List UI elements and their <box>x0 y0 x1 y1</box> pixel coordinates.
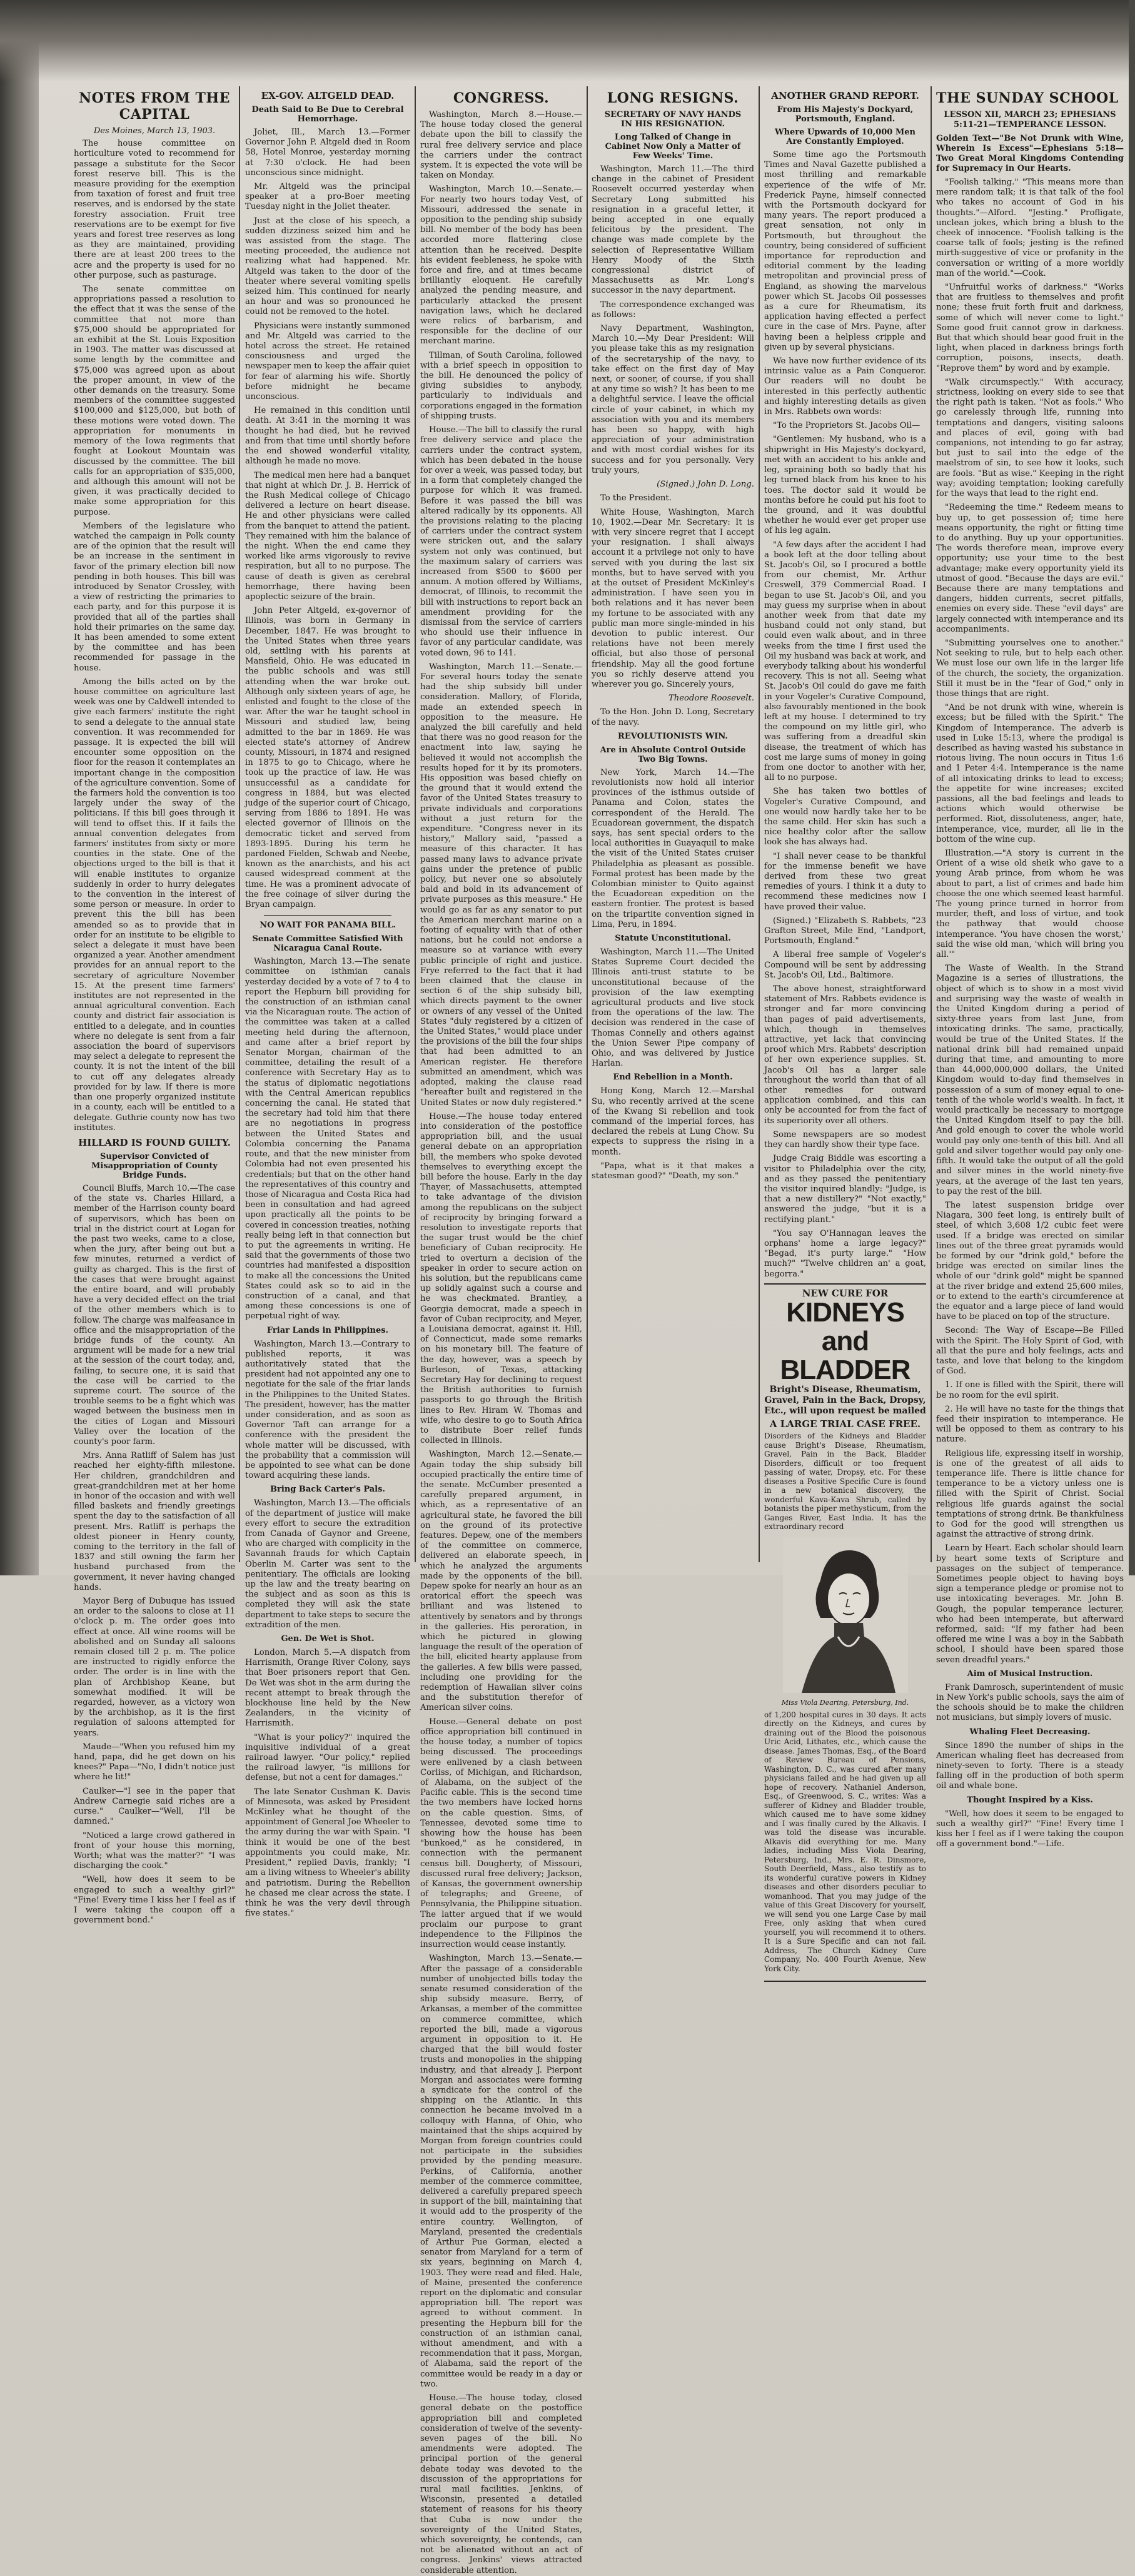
column-6 <box>936 88 1124 1849</box>
paragraph: Frank Damrosch, superintendent of music in New York's public schools, says the aim of the schools should be to make the children not musicians, but simply lovers of music. <box>936 1682 1124 1723</box>
paragraph: Religious life, expressing itself in worship, is one of the greatest of all aids to temperance life. There is little chance for temperance to be a victory unless one is filled with the Spirit of Christ. Social religious life guards against the social temptations of strong drink. Be thankfulness to God for the good will strengthen us against the attractive of strong drink. <box>936 1448 1124 1540</box>
paragraph: Washington, March 13.—The officials of the department of justice will make every effort to secure the extradition from Canada of Gaynor and Greene, who are charged with complicity in the Savannah frauds for which Captain Oberlin M. Carter was sent to the penitentiary. The officials are looking up the law and the treaty bearing on the subject and as soon as this is completed they will ask the state department to take steps to secure the extradition of the men. <box>245 1498 410 1630</box>
paragraph: Just at the close of his speech, a sudden dizziness seized him and he was assisted from the stage. The meeting proceeded, the audience not realizing what had happened. Mr. Altgeld was taken to the door of the theater where several vomiting spells seized him. This continued for nearly an hour and was so pronounced he could not be removed to the hotel. <box>245 216 410 317</box>
paragraph: Learn by Heart. Each scholar should learn by heart some texts of Scripture and passages on the subject of temperance. Sometimes people object to having boys sign a temperance pledge or promise not to use intoxicating beverages. Mr. John B. Gough, the popular temperance lecturer, who had been intemperate, but afterward reformed, said: "If my father had been offered me wine I was a boy in the Sabbath school, I should have been spared those seven dreadful years." <box>936 1543 1124 1665</box>
paragraph: Navy Department, Washington, March 10.—My Dear President: Will you please take this as my resignation of the secretaryship of the navy, to take effect on the first day of May next, or sooner, of course, if you shall at any time so wish? It has been to me a delightful service. I leave the official circle of your cabinet, in which my association with you and its members has been so happy, with high appreciation of your administration and with most cordial wishes for its success and for you personally. Very truly yours, <box>592 324 754 475</box>
paragraph: "You say O'Hannagan leaves the orphans' home a large legacy?" "Begad, it's purty large." "How much?" "Twelve children an' a goat, begorra." <box>764 1228 926 1279</box>
paragraph: The latest suspension bridge over Niagara, 300 feet long, is entirely built of steel, of which 3,608 1/2 cubic feet were used. If a bridge was erected on similar lines out of the three great pyramids would be formed by our "drink gold," before the bridge was erected on similar lines the whole of our "drink gold" might be spanned at the river bridge and extend 25,600 miles, or to extend to the earth's circumference at the equator and a large piece of land would have to be placed on top of the structure. <box>936 1200 1124 1322</box>
article-body <box>74 1184 235 1926</box>
scan-edge-top <box>0 0 1135 81</box>
headline-altgeld-dead: EX-GOV. ALTGELD DEAD. <box>261 90 395 101</box>
headline-whaling-fleet: Whaling Fleet Decreasing. <box>969 1727 1091 1737</box>
paragraph: "A few days after the accident I had a book left at the door telling about St. Jacob's Oil, so I procured a bottle from our chemist, Mr. Arthur Creswell, 379 Commercial Road. I began to use St. Jacob's Oil, and you may guess my surprise when in about another week from that date my husband could not only stand, but could even walk about, and in three weeks from the time I first used the Oil my husband was back at work, and everybody talking about his wonderful recovery. This is not all. Seeing what St. Jacob's Oil could do gave me faith in your Vogeler's Curative Compound, also favourably mentioned in the book left at my house. I determined to try the compound on my little girl, who was suffering from a dreadful skin disease, the treatment of which has cost me large sums of money in going from one doctor to another with her, all to no purpose. <box>764 540 926 783</box>
paragraph: Illustration.—"A story is current in the Orient of a wise old sheik who gave to a young Arab prince, from whom he was about to part, a list of crimes and bade him choose the one which seemed least harmful. The young prince turned in horror from murder, theft, and loss of virtue, and took the pathway that would choose intemperance. 'You have chosen the worst,' said the wise old man, 'which will bring you all.'" <box>936 849 1124 960</box>
headline-musical-instruction: Aim of Musical Instruction. <box>967 1669 1093 1679</box>
headline-long-resigns: LONG RESIGNS. <box>607 90 739 106</box>
column-rule <box>759 86 760 1562</box>
column-3 <box>420 88 582 2575</box>
headline-panama-bill: NO WAIT FOR PANAMA BILL. <box>260 921 396 931</box>
column-4 <box>592 88 754 1563</box>
paragraph: Washington, March 8.—House.—The house today closed the general debate upon the bill to classify the rural free delivery service and place the carriers under the contract system. It is expected the vote will be taken on Monday. <box>420 110 582 181</box>
paragraph: Some time ago the Portsmouth Times and Naval Gazette published a most thrilling and remarkable experience of the wife of Mr. Frederick Payne, himself connected with the Portsmouth dockyard for many years. The report produced a great sensation, not only in Portsmouth, but throughout the country, being considered of sufficient importance for reproduction and editorial comment by the leading metropolitan and provincial press of England, as showing the marvelous power which St. Jacobs Oil possesses as a cure for Rheumatism, its application having effected a perfect cure in the case of Mrs. Payne, after having been a helpless cripple and given up by several physicians. <box>764 150 926 352</box>
paragraph: Washington, March 13.—Senate.—After the passage of a considerable number of unobjected bills today the senate resumed consideration of the ship subsidy measure. Berry, of Arkansas, a member of the committee on commerce committee, which reported the bill, made a vigorous argument in opposition to it. He charged that the bill would foster trusts and monopolies in the shipping industry, and that already J. Pierpont Morgan and associates were forming a syndicate for the control of the shipping on the Atlantic. In this connection he became involved in a colloquy with Hanna, of Ohio, who maintained that the ships acquired by Morgan from foreign countries could not participate in the subsidies provided by the pending measure. Perkins, of California, another member of the commerce committee, delivered a carefully prepared speech in support of the bill, maintaining that it would add to the prosperity of the entire country. Wellington, of Maryland, presented the credentials of Arthur Pue Gorman, elected a senator from Maryland for a term of six years, beginning on March 4, 1903. They were read and filed. Hale, of Maine, presented the conference report on the diplomatic and consular appropriation bill. The report was agreed to without comment. In presenting the Hepburn bill for the construction of an isthmian canal, without amendment, and with a recommendation that it pass, Morgan, of Alabama, said the report of the committee would be ready in a day or two. <box>420 1954 582 2389</box>
ad-body: Disorders of the Kidneys and Bladder cause Bright's Disease, Rheumatism, Gravel, Pain in the Back, Bladder Disorders, difficult or too frequent passing of water, Dropsy, etc. For these diseases a Positive Specific Cure is found in a new botanical discovery, the wonderful Kava-Kava Shrub, called by botanists the piper methysticum, from the Ganges River, East India. It has the extraordinary record <box>764 1432 926 1532</box>
paragraph: The house committee on horticulture voted to recommend for passage a substitute for the Secor forest reserve bill. This is the measure providing for the exemption from taxation of forest and fruit tree reserves, and is endorsed by the state forestry association. Fruit tree reservations are to be exempt for five years and forest tree reserves as long as they are maintained, providing there are at least 200 trees to the acre and the property is used for no other purpose, such as pasturage. <box>74 139 235 280</box>
paragraph: House.—General debate on post office appropriation bill continued in the house today, a number of topics being discussed. The proceedings were enlivened by a clash between Corliss, of Michigan, and Richardson, of Alabama, on the subject of the Pacific cable. This is the second time the two members have locked horns on the cable question. Sims, of Tennessee, devoted some time to showing how the house has been "bunkoed," as he considered, in connection with the permanent census bill. Dougherty, of Missouri, discussed rural free delivery; Jackson, of Kansas, the government ownership of telegraphs; and Greene, of Pennsylvania, the Philippine situation. The latter argued that if we would proclaim our purpose to grant independence to the Filipinos the insurrection would cease instantly. <box>420 1717 582 1950</box>
ad-subtitle: Bright's Disease, Rheumatism, Gravel, Pain in the Back, Dropsy, Etc., will upon request be mailed <box>764 1384 926 1416</box>
lesson-heading: LESSON XII, MARCH 23; EPHESIANS 5:11-21—TEMPERANCE LESSON. <box>944 110 1116 129</box>
headline-kiss: Thought Inspired by a Kiss. <box>967 1795 1093 1805</box>
paragraph: Washington, March 11.—The United States Supreme Court decided the Illinois anti-trust statute to be unconstitutional because of the provision of the law exempting agricultural products and live stock from the operations of the law. The decision was rendered in the case of Thomas Connelly and others against the Union Sewer Pipe company of Ohio, and was delivered by Justice Harlan. <box>592 947 754 1069</box>
paragraph: The late Senator Cushman K. Davis of Minnesota, was asked by President McKinley what he thought of the appointment of General Joe Wheeler to the army during the war with Spain. "I think it would be one of the best appointments you could make, Mr. President," replied Davis, frankly; "I am a living witness to Wheeler's ability and patriotism. During the Rebellion he chased me clear across the state. I think he was the very devil through five states." <box>245 1787 410 1919</box>
paragraph: Members of the legislature who watched the campaign in Polk county are of the opinion that the result will be an increase in the sentiment in favor of the primary election bill now pending in both houses. This bill was introduced by Senator Crossley, with a view of restricting the primaries to each party, and for this purpose it is provided that all of the parties shall hold their primaries on the same day. It has been amended to some extent by the committee and has been recommended for passage in the house. <box>74 521 235 673</box>
paragraph: Some newspapers are so modest they can hardly show their type face. <box>764 1129 926 1150</box>
golden-text: Golden Text—"Be Not Drunk with Wine, Wherein Is Excess"—Ephesians 5:18—Two Great Moral Kingdoms Contending for Supremacy in Our Hearts. <box>936 134 1124 173</box>
woman-portrait-illustration <box>783 1537 908 1693</box>
portrait-caption: Miss Viola Dearing, Petersburg, Ind. <box>781 1698 909 1707</box>
paragraph: "Walk circumspectly." With accuracy, strictness, looking on every side to see that the right path is taken. "Not as fools." Who go carelessly through life, running into temptations and dangers, visiting saloons and places of evil, going with bad companions, not intending to go far astray, but just to sail into the edge of the maelstrom of sin, to see how it looks, such are fools. "But as wise." Keeping in the right way; avoiding temptation; looking carefully for the ways that lead to the right end. <box>936 377 1124 499</box>
paragraph: The above honest, straightforward statement of Mrs. Rabbets evidence is stronger and far more convincing than pages of paid advertisements, which, though in themselves attractive, yet lack that convincing proof which Mrs. Rabbets' description of her own experience supplies. St. Jacob's Oil has a larger sale throughout the world than that of all other remedies for outward application combined, and this can only be accounted for from the fact of its superiority over all others. <box>764 984 926 1126</box>
paragraph: Caulker—"I see in the paper that Andrew Carnegie said riches are a curse." Caulker—"Well, I'll be damned." <box>74 1786 235 1827</box>
paragraph: 1. If one is filled with the Spirit, there will be no room for the evil spirit. <box>936 1380 1124 1400</box>
paragraph: Since 1890 the number of ships in the American whaling fleet has decreased from ninety-seven to forty. There is a steady falling off in the production of both sperm oil and whale bone. <box>936 1740 1124 1791</box>
paragraph: "Papa, what is it that makes a statesman good?" "Death, my son." <box>592 1161 754 1181</box>
subheadline: Are in Absolute Control Outside Two Big Towns. <box>600 745 746 764</box>
paragraph: "Well, how does it seem to be engaged to such a wealthy girl?" "Fine! Every time I kiss her I feel as if I were taking the coupon off a government bond."—Life. <box>936 1809 1124 1849</box>
subheadline: Where Upwards of 10,000 Men Are Constantly Employed. <box>775 128 916 146</box>
column-rule <box>931 86 932 1562</box>
paragraph: Washington, March 11.—Senate.—For several hours today the senate had the ship subsidy bill under consideration. Mallory, of Florida, made an extended speech in opposition to the measure. He analyzed the bill carefully and held that there was no good reason for the enactment into law, saying he believed it would not accomplish the results hoped for it by its promoters. His opposition was based chiefly on the ground that it would extend the favor of the United States treasury to private individuals and corporations without a just return for the expenditure. "Congress never in its history," Mallory said, "passed a measure of this character. It has passed many laws to advance private gains under the pretence of public policy, but never one so absolutely bald and bold in its advancement of private purposes as this measure." He would go as far as any senator to put the American merchant marine on a footing of equality with that of other nations, but he could not endorse a measure so at variance with every public principle of right and justice. Frye referred to the fact that it had been claimed that the clause in section 6 of the ship subsidy bill, which directs payment to the owner or owners of any vessel of the United States "duly registered by a citizen of the United States," would place under the provisions of the bill the four ships that had been admitted to an American register. He therefore submitted an amendment, which was adopted, making the clause read "hereafter built and registered in the United States or now duly registered." <box>420 662 582 1108</box>
paragraph: "Redeeming the time." Redeem means to buy up, to get possession of; time here means opportunity, the right or fitting time to do anything. Buy up your opportunities. The words therefore mean, improve every opportunity; use your time to the best advantage; make every opportunity yield its utmost of good. "Because the days are evil." Because there are many temptations and dangers, hidden currents, secret pitfalls, enemies on every side. These "evil days" are largely connected with intemperance and its accompaniments. <box>936 503 1124 634</box>
headline-notes-from-capital: NOTES FROM THE CAPITAL <box>79 90 230 123</box>
paragraph: The medical men here had a banquet that night at which Dr. J. B. Herrick of the Rush Medical college of Chicago delivered a lecture on heart disease. He and other physicians were called from the banquet to attend the patient. They remained with him the balance of the night. When the end came they worked like arms vigorously to revive respiration, but all to no purpose. The cause of death is given as cerebral hemorrhage, there having been apoplectic seizure of the brain. <box>245 470 410 602</box>
headline-revolutionists-win: REVOLUTIONISTS WIN. <box>618 731 728 741</box>
paragraph: Second: The Way of Escape—Be Filled with the Spirit. The Holy Spirit of God, with all that the pure and holy feelings, acts and taste, and love that belong to the kingdom of God. <box>936 1326 1124 1376</box>
ad-offer: A LARGE TRIAL CASE FREE. <box>769 1418 921 1430</box>
paragraph: New York, March 14.—The revolutionists now hold all interior provinces of the isthmus outside of Panama and Colon, states the correspondent of the Herald. The Ecuadorean government, the dispatch says, has sent special orders to the local authorities in Guayaquil to make the visit of the United States cruiser Philadelphia as pleasant as possible. Formal protest has been made by the Colombian minister to Quito against the Ecuadorean expedition on the eastern frontier. The protest is based on the tripartite convention signed in Lima, Peru, in 1894. <box>592 767 754 929</box>
paragraph: "Submitting yourselves one to another." Not seeking to rule, but to help each other. We must lose our own life in the larger life of the church, the society, the organization. Still it must be in the "fear of God," only in those things that are right. <box>936 638 1124 699</box>
paragraph: House.—The bill to classify the rural free delivery service and place the carriers under the contract system, which has been debated in the house for over a week, was passed today, but in a form that completely changed the purpose for which it was framed. Before it was passed the bill was altered radically by its opponents. All the provisions relating to the placing of carriers under the contract system were stricken out, and the salary system not only was continued, but the maximum salary of carriers was increased from $500 to $600 per annum. A motion offered by Williams, democrat, of Illinois, to recommit the bill with instructions to report back an amendment providing for the dismissal from the service of carriers who should use their influence in favor of any particular candidate, was voted down, 96 to 141. <box>420 425 582 658</box>
paragraph: Among the bills acted on by the house committee on agriculture last week was one by Caldwell intended to give each farmers' institute the right to send a delegate to the annual state convention. It was recommended for passage. It is expected the bill will encounter some opposition on the floor for the reason it contemplates an important change in the composition of the agriculture convention. Some of the farmers hold the convention is too largely under the sway of the politicians. If this bill goes through it will tend to offset this. If it fails the annual convention delegates from farmers' institutes from sixty or more counties in the state. One of the objections urged to the bill is that it will enable institutes to organize suddenly in order to hurry delegates to the convention in the interest of some person or measure. In order to prevent this the bill has been amended so as to provide that in order for an institute to be eligible to select a delegate it must have been organized a year. Another amendment provides for an annual report to the secretary of agriculture November 15. At the present time farmers' institutes are not represented in the annual agricultural convention. Each county and district fair association is entitled to a delegate, and in counties where no delegate is sent from a fair association the board of supervisors may select a delegate to represent the county. It is not the intent of the bill to cut off any delegates already provided for by law. If there is more than one properly organized institute in a county, each will be entitled to a delegate. Guthrie county now has two institutes. <box>74 677 236 1133</box>
paragraph: "Foolish talking." "This means more than mere random talk; it is that talk of the fool who takes no account of God in his thoughts."—Alford. "Jesting." Profligate, unclean jokes, which bring a blush to the cheek of innocence. "Foolish talking is the coarse talk of fools; jesting is the refined mirth-suggestive of vice or profanity in the conversation or writing of a more worldly man of the world."—Cook. <box>936 178 1124 278</box>
paragraph: Maude—"When you refused him my hand, papa, did he get down on his knees?" Papa—"No, I didn't notice just where he lit!" <box>74 1742 235 1782</box>
paragraph: Washington, March 13.—The senate committee on isthmian canals yesterday decided by a vote of 7 to 4 to report the Hepburn bill providing for the construction of an isthmian canal via the Nicaraguan route. The action of the committee was taken at a called meeting held during the afternoon, and came after a brief report by Senator Morgan, chairman of the committee, detailing the result of a conference with Secretary Hay as to the status of diplomatic negotiations with the Central American republics concerning the canal. He stated that the secretary had told him that there are no negotiations in progress between the United States and Colombia concerning the Panama route, and that the new minister from Colombia had not even presented his credentials; but that on the other hand the representatives of this country and those of Nicaragua and Costa Rica had been in consultation and had agreed upon practically all the points to be covered in concession treaties, nothing really being left in that connection but to put the agreements in writing. He said that the governments of those two countries had manifested a disposition to make all the concessions the United States could ask so to aid in the construction of a canal, and that among these concessions is one of perpetual right of way. <box>245 957 410 1321</box>
paragraph: Mr. Altgeld was the principal speaker at a pro-Boer meeting Tuesday night in the Joliet theater. <box>245 182 410 212</box>
headline-carters-pals: Bring Back Carter's Pals. <box>270 1485 385 1495</box>
paragraph: 2. He will have no taste for the things that feed their inspiration to intemperance. He will be opposed to them as contrary to his nature. <box>936 1404 1124 1445</box>
paragraph: The senate committee on appropriations passed a resolution to the effect that it was the sense of the committee that not more than $75,000 should be appropriated for an exhibit at the St. Louis Exposition in 1903. The matter was discussed at some length by the committee and $75,000 was agreed upon as about the proper amount, in view of the other demands on the treasury. Some members of the committee suggested $100,000 and $125,000, but both of these motions were voted down. The appropriation for monuments in memory of the Iowa regiments that fought at Lookout Mountain was discussed by the committee. The bill calls for an appropriation of $35,000, and although this amount will not be given, it was practically decided to make some appropriation for this purpose. <box>74 285 235 517</box>
column-rule <box>587 86 588 1562</box>
paragraph: London, March 5.—A dispatch from Harrismith, Orange River Colony, says that Boer prisoners report that Gen. De Wet was shot in the arm during the recent attempt to break through the blockhouse line held by the New Zealanders, in the vicinity of Harrismith. <box>245 1648 410 1729</box>
article-body <box>420 110 582 2576</box>
separator <box>264 915 391 916</box>
paragraph: Council Bluffs, March 10.—The case of the state vs. Charles Hillard, a member of the Harrison county board of supervisors, which has been on trial in the district court at Logan for the past two weeks, came to a close, when the jury, after being out but a few minutes, returned a verdict of guilty as charged. This is the first of the cases that were brought against the entire board, and will probably have a very decided effect on the trial of the other members which is to follow. The charge was malfeasance in office and the misappropriation of the bridge funds of the county. An argument will be made for a new trial at the session of the court today, and, failing, to secure one, it is said that the case will be carried to the supreme court. The source of the trouble seems to be a fight which was waged between the business men in the cities of Logan and Missouri Valley over the location of the county's poor farm. <box>74 1183 235 1447</box>
ad-headline: NEW CURE FOR <box>802 1287 889 1299</box>
paragraph: Washington, March 10.—Senate.—For nearly two hours today Vest, of Missouri, addressed the senate in opposition to the pending ship subsidy bill. No member of the body has been accorded more flattering close attention than he received. Despite his evident feebleness, he spoke with force and fire, and at times became brilliantly eloquent. He carefully analyzed the pending measure, and particularly attacked the present navigation laws, which he declared were relics of barbarism, and responsible for the decline of our merchant marine. <box>420 184 582 346</box>
paragraph: A liberal free sample of Vogeler's Compound will be sent by addressing St. Jacob's Oil, Ltd., Baltimore. <box>764 950 926 980</box>
subheadline: Senate Committee Satisfied With Nicaragua Canal Route. <box>252 934 403 954</box>
column-rule <box>415 86 416 1562</box>
paragraph: We have now further evidence of its intrinsic value as a Pain Conqueror. Our readers will no doubt be interested in this perfectly authentic and highly interesting details as given in Mrs. Rabbets own words: <box>764 356 926 417</box>
ad-product-name: KIDNEYS and BLADDER <box>780 1296 911 1385</box>
headline-hillard-guilty: HILLARD IS FOUND GUILTY. <box>78 1136 231 1148</box>
kidney-bladder-advertisement <box>764 1283 926 1983</box>
paragraph: "To the Proprietors St. Jacobs Oil— <box>773 421 921 431</box>
paragraph: Hong Kong, March 12.—Marshal Su, who recently arrived at the scene of the Kwang Si rebellion and took command of the imperial forces, has declared the rebels at Lung Chow. Su expects to suppress the rising in a month. <box>592 1086 754 1157</box>
subheadline: Long Talked of Change in Cabinet Now Only a Matter of Few Weeks' Time. <box>605 133 741 161</box>
ad-body: of 1,200 hospital cures in 30 days. It acts directly on the Kidneys, and cures by draining out of the Blood the poisonous Uric Acid, Lithates, etc., which cause the disease. James Thomas, Esq., of the Board of Review Bureau of Pensions, Washington, D. C., was cured after many physicians failed and he had given up all hope of recovery. Nathaniel Anderson, Esq., of Greenwood, S. C., writes: Was a sufferer of Kidney and Bladder trouble, which caused me to have some kidney and I was finally cured by the Alkavis. I was told the disease was incurable. Alkavis did everything for me. Many ladies, including Miss Viola Dearing, Petersburg, Ind., Mrs. E. R. Dinsmore, South Deerfield, Mass., also testify as to its wonderful curative powers in Kidney diseases and other disorders peculiar to womanhood. That you may judge of the value of this Great Discovery for yourself, we will send you one Large Case by mail Free, only asking that when cured yourself, you will recommend it to others. It is a Sure Specific and can not fail. Address, The Church Kidney Cure Company, No. 400 Fourth Avenue, New York City. <box>764 1710 926 1973</box>
paragraph: "Noticed a large crowd gathered in front of your house this morning, Worth; what was the matter?" "I was discharging the cook." <box>74 1831 235 1871</box>
paragraph: "And be not drunk with wine, wherein is excess; but be filled with the Spirit." The Kingdom of Intemperance. The adverb is used in Luke 15:13, where the prodigal is described as having wasted his substance in riotous living. The noun occurs in Titus 1:6 and 1 Peter 4:4. Intemperance is the name of all intoxicating drinks to lead to excess; the appetite for wine increases; excited passions, all the bad feelings and leads to actions which would otherwise be performed. Riot, dissoluteness, anger, hate, intemperance, vice, murder, all lie in the bottom of the wine cup. <box>936 703 1124 844</box>
paragraph: Physicians were instantly summoned and Mr. Altgeld was carried to the hotel across the street. He retained consciousness and urged the newspaper men to keep the affair quiet for fear of alarming his wife. Shortly before midnight he became unconscious. <box>245 321 410 402</box>
article-body <box>74 139 235 1133</box>
paragraph: Washington, March 12.—Senate.—Again today the ship subsidy bill occupied practically the entire time of the senate. McCumber presented a carefully prepared argument, in which, as a representative of an agricultural state, he favored the bill on the ground of its protective features. Depew, one of the members of the committee on commerce, delivered an elaborate speech, in which he analyzed the arguments made by the opponents of the bill. Depew spoke for nearly an hour as an oratorical effort the speech was brilliant and was listened to attentively by senators and by throngs in the galleries. His peroration, in which he pictured in glowing language the result of the operation of the bill, elicited hearty applause from the galleries. A few bills were passed, including one providing for the redemption of Hawaiian silver coins and the substitution therefor of American silver coins. <box>420 1450 582 1713</box>
scan-edge-right <box>1129 0 1135 1575</box>
paragraph: "Well, how does it seem to be engaged to such a wealthy girl?" "Fine! Every time I kiss her I feel as if I were taking the coupon off a government bond." <box>74 1875 235 1926</box>
headline-grand-report: ANOTHER GRAND REPORT. <box>771 90 919 101</box>
scan-edge-left <box>0 0 39 1575</box>
headline-de-wet-shot: Gen. De Wet is Shot. <box>281 1634 375 1644</box>
paragraph: She has taken two bottles of Vogeler's Curative Compound, and one would now hardly take her to be the same child. Her skin has such a nice healthy color after the sallow look she has always had. <box>764 787 926 847</box>
column-rule <box>239 86 240 1562</box>
paragraph: Washington, March 13.—Contrary to published reports, it was authoritatively stated that the president had not appointed any one to negotiate for the sale of the friar lands in the Philippines to the United States. The president, however, has the matter under consideration, and as soon as Governor Taft can arrange for a conference with the president the whole matter will be discussed, with the probability that a commission will be appointed to see what can be done toward acquiring these lands. <box>245 1339 410 1481</box>
paragraph: "I shall never cease to be thankful for the immense benefit we have derived from these two great remedies of yours. I think it a duty to recommend these medicines now I have proved their value. <box>764 851 926 912</box>
paragraph: Tillman, of South Carolina, followed with a brief speech in opposition to the bill. He denounced the policy of giving subsidies to anybody, particularly to individuals and corporations engaged in the formation of shipping trusts. <box>420 350 582 421</box>
subheadline: From His Majesty's Dockyard, Portsmouth, England. <box>777 105 914 124</box>
paragraph: To the Hon. John D. Long, Secretary of the navy. <box>592 707 754 727</box>
headline-friar-lands: Friar Lands in Philippines. <box>266 1325 389 1335</box>
subheadline: Death Said to Be Due to Cerebral Hemorrhage. <box>251 105 404 124</box>
paragraph: "Gentlemen: My husband, who is a shipwright in His Majesty's dockyard, met with an accident to his ankle and leg, spraining both so badly that his leg turned black from his knee to his toes. The doctor said it would be months before he could put his foot to the ground, and it was doubtful whether he would ever get proper use of his leg again. <box>764 435 926 536</box>
article-body <box>245 128 410 910</box>
paragraph: Mrs. Anna Ratliff of Salem has just reached her eighty-fifth milestone. Her children, grandchildren and great-grandchildren met at her home in honor of the occasion and with well filled baskets and friendly greetings spent the day to the satisfaction of all present. Mrs. Ratliff is perhaps the oldest pioneer in Henry county, coming to the territory in the fall of 1837 and still owning the farm her husband purchased from the government, it never having changed hands. <box>74 1451 235 1592</box>
subheadline: Supervisor Convicted of Misappropriation of County Bridge Funds. <box>91 1151 218 1180</box>
subheadline: SECRETARY OF NAVY HANDS IN HIS RESIGNATION. <box>604 110 742 129</box>
signature: (Signed.) John D. Long. <box>657 480 754 490</box>
signature: Theodore Roosevelt. <box>668 694 754 704</box>
paragraph: The correspondence exchanged was as follows: <box>592 300 754 320</box>
paragraph: He remained in this condition until death. At 3:41 in the morning it was thought he had died, but he revived and from that time until shortly before the end showed wonderful vitality, although he made no move. <box>245 406 410 467</box>
headline-end-rebellion: End Rebellion in a Month. <box>613 1073 733 1083</box>
paragraph: "Unfruitful works of darkness." "Works that are fruitless to themselves and profit none; these fruit forth fruit and darkness, some of which will never come to light." Some good fruit cannot grow in darkness. But that which should bear good fruit in the light, when placed in darkness brings forth corruption, poisons, insects, death. "Reprove them" by word and by example. <box>936 283 1124 373</box>
paragraph: House.—The house today, closed general debate on the postoffice appropriation bill and completed consideration of twelve of the seventy-seven pages of the bill. No amendments were adopted. The principal portion of the general debate today was devoted to the discussion of the appropriations for rural mail facilities. Jenkins, of Wisconsin, presented a detailed statement of reasons for his theory that Cuba is now under the sovereignty of the United States, which sovereignty, he contends, can not be alienated without an act of congress. Jenkins' views attracted considerable attention. <box>420 2393 582 2575</box>
paragraph: Joliet, Ill., March 13.—Former Governor John P. Altgeld died in Room 58, Hotel Monroe, yesterday morning at 7:30 o'clock. He had been unconscious since midnight. <box>245 128 410 178</box>
headline-sunday-school: THE SUNDAY SCHOOL <box>936 90 1119 106</box>
column-1 <box>74 88 236 1926</box>
paragraph: To the President. <box>600 493 672 503</box>
headline-congress: CONGRESS. <box>453 90 550 106</box>
paragraph: John Peter Altgeld, ex-governor of Illinois, was born in Germany in December, 1847. He was brought to the United States when three years old, settling with his parents at Mansfield, Ohio. He was educated in the public schools and was still attending when the war broke out. Although only sixteen years of age, he enlisted and fought to the close of the war. After the war he taught school in Missouri and studied law, being admitted to the bar in 1869. He was elected state's attorney of Andrew county, Missouri, in 1874 and resigned in 1875 to go to Chicago, where he took up the practice of law. He was unsuccessful as a candidate for congress in 1884, but was elected judge of the superior court of Chicago, serving from 1886 to 1891. He was elected governor of Illinois on the democratic ticket and served from 1893-1895. During his term he pardoned Fielden, Schwab and Neebe, known as the anarchists, and his act caused widespread comment at the time. He was a prominent advocate of the free coinage of silver during the Bryan campaign. <box>245 606 410 910</box>
column-2 <box>245 88 410 1919</box>
paragraph: (Signed.) "Elizabeth S. Rabbets, "23 Grafton Street, Mile End, "Landport, Portsmouth, England." <box>764 916 926 946</box>
paragraph: The Waste of Wealth. In the Strand Magazine is a series of illustrations, the object of which is to show in a most vivid and surprising way the waste of wealth in the United Kingdom during a period of sixty-three years from last June, from intoxicating drinks. The same, practically, would be true of the United States. If the national drink bill had remained unpaid during that time, and amounting to more than 44,000,000,000 dollars, the United Kingdom would to-day find themselves in possession of a sum of money equal to one-tenth of the whole world's wealth. In fact, it would practically be necessary to mortgage the United Kingdom itself to pay the bill. And gold enough to cover the whole world would pay only one-tenth of this bill. And all gold and silver together would pay only one-fifth. It would take the output of all the gold and silver mines in the world ninety-five years, at the average of the last ten years, to pay the rest of the bill. <box>936 964 1124 1196</box>
paragraph: "What is your policy?" inquired the inquisitive individual of a great railroad lawyer. "Our policy," replied the railroad lawyer, "is millions for defense, but not a cent for damages." <box>245 1732 410 1783</box>
column-5 <box>764 88 926 1973</box>
paragraph: Mayor Berg of Dubuque has issued an order to the saloons to close at 11 o'clock p. m. The order goes into effect at once. All wine rooms will be abolished and on Sunday all saloons remain closed till 2 p. m. The police are instructed to rigidly enforce the order. The order is in line with the plan of Archbishop Keane, but somewhat modified. It will be regarded, however, as a victory won by the archbishop, as it is the first regulation of saloons attempted for years. <box>74 1597 235 1738</box>
paragraph: Judge Craig Biddle was escorting a visitor to Philadelphia over the city, and as they passed the penitentiary the visitor inquired blandly: "Judge, is that a new distillery?" "Not exactly," answered the judge, "but it is a rectifying plant." <box>764 1154 926 1225</box>
paragraph: White House, Washington, March 10, 1902.—Dear Mr. Secretary: It is with very sincere regret that I accept your resignation. I shall always account it a privilege not only to have served with you during the last six months, but to have served with you at the outset of President McKinley's administration. I have seen you in both relations and it has never been my fortune to be associated with any public man more single-minded in his devotion to public interest. Our relations have not been merely official, but also those of personal friendship. May all the good fortune you so richly deserve attend you wherever you go. Sincerely yours, <box>592 507 754 689</box>
headline-statute-unconstitutional: Statute Unconstitutional. <box>615 934 731 944</box>
paragraph: House.—The house today entered into consideration of the postoffice appropriation bill, and the usual general debate on an appropriation bill, the members who spoke devoted themselves to everything except the bill before the house. Early in the day Thayer, of Massachusetts, attempted to take advantage of the division among the republicans on the subject of reciprocity by bringing forward a resolution to investigate reports that the sugar trust would be the chief beneficiary of Cuban reciprocity. He tried to overturn a decision of the speaker in order to secure action on his solution, but the republicans came up solidly against such a course and he was checkmated. Brantley, a Georgia democrat, made a speech in favor of Cuban reciprocity, and Meyer, a Louisiana democrat, against it. Hill, of Connecticut, made some remarks on his monetary bill. The feature of the day, however, was a speech by Burleson, of Texas, attacking Secretary Hay for declining to request the British authorities to furnish passports to go through the British lines to Rev. Hiram W. Thomas and wife, who desire to go to South Africa to distribute Boer relief funds collected in Illinois. <box>420 1111 582 1446</box>
paragraph: Washington, March 11.—The third change in the cabinet of President Roosevelt occurred yesterday when Secretary Long submitted his resignation in a graceful letter, it being accepted in one equally felicitous by the president. The change was made complete by the selection of Representative William Henry Moody of the Sixth congressional district of Massachusetts as Mr. Long's successor in the navy department. <box>592 164 754 296</box>
dateline: Des Moines, March 13, 1903. <box>93 126 216 136</box>
